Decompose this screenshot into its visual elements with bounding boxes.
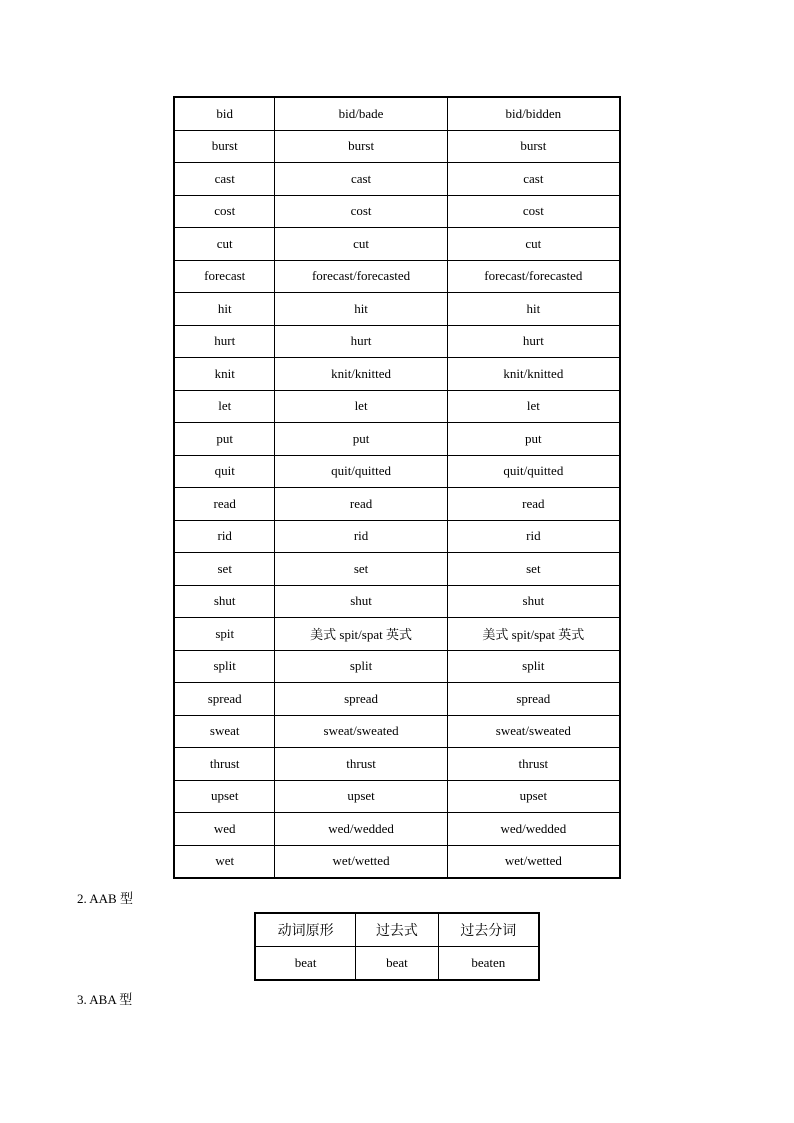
table-row [174, 228, 620, 261]
table-row [174, 650, 620, 683]
cell-base-form: let [174, 390, 275, 423]
cell-base-form: split [174, 650, 275, 683]
cell-past-participle: hurt [447, 325, 620, 358]
table-row [174, 163, 620, 196]
table-row [174, 325, 620, 358]
cell-base-form: put [174, 423, 275, 456]
section-heading-aba: 3. ABA 型 [77, 992, 133, 1007]
cell-past-participle: bid/bidden [447, 97, 620, 130]
cell-base-form: set [174, 553, 275, 586]
cell-past-participle: 美式 spit/spat 英式 [447, 618, 620, 651]
cell-past-participle: wet/wetted [447, 845, 620, 878]
cell-past-tense: forecast/forecasted [275, 260, 447, 293]
cell-base-form: cut [174, 228, 275, 261]
cell-base-form: wet [174, 845, 275, 878]
cell-past-participle: rid [447, 520, 620, 553]
cell-base-form: thrust [174, 748, 275, 781]
cell-past-participle: shut [447, 585, 620, 618]
cell-base-form: burst [174, 130, 275, 163]
table-row [174, 553, 620, 586]
cell-past-tense: read [275, 488, 447, 521]
cell-past-participle: wed/wedded [447, 813, 620, 846]
table-row [174, 390, 620, 423]
cell-past-participle: upset [447, 780, 620, 813]
cell-past-tense: let [275, 390, 447, 423]
cell-past-tense: set [275, 553, 447, 586]
cell-past-tense: cast [275, 163, 447, 196]
cell-past-tense: 美式 spit/spat 英式 [275, 618, 447, 651]
table-row [174, 585, 620, 618]
table-row [174, 780, 620, 813]
cell-past-participle: put [447, 423, 620, 456]
cell-past-participle: burst [447, 130, 620, 163]
cell-past-tense: put [275, 423, 447, 456]
cell-past-participle: cost [447, 195, 620, 228]
table-row [174, 748, 620, 781]
cell-base-form: hurt [174, 325, 275, 358]
cell-base-form: forecast [174, 260, 275, 293]
cell-base-form: cost [174, 195, 275, 228]
cell-past-participle: hit [447, 293, 620, 326]
cell-past-tense: spread [275, 683, 447, 716]
cell-past-participle: quit/quitted [447, 455, 620, 488]
cell-base-form: sweat [174, 715, 275, 748]
cell-past-participle: beaten [438, 947, 539, 981]
cell-past-tense: wed/wedded [275, 813, 447, 846]
cell-past-participle: let [447, 390, 620, 423]
table-row [174, 618, 620, 651]
cell-base-form: knit [174, 358, 275, 391]
cell-past-participle: knit/knitted [447, 358, 620, 391]
table-row [174, 97, 620, 130]
table-row [174, 130, 620, 163]
cell-past-tense: thrust [275, 748, 447, 781]
cell-base-form: bid [174, 97, 275, 130]
cell-base-form: upset [174, 780, 275, 813]
cell-past-tense: wet/wetted [275, 845, 447, 878]
cell-base-form: cast [174, 163, 275, 196]
table-row [174, 520, 620, 553]
cell-past-participle: forecast/forecasted [447, 260, 620, 293]
cell-past-tense: cut [275, 228, 447, 261]
cell-past-participle: spread [447, 683, 620, 716]
table-row [174, 293, 620, 326]
cell-past-tense: bid/bade [275, 97, 447, 130]
cell-past-tense: sweat/sweated [275, 715, 447, 748]
cell-past-tense: shut [275, 585, 447, 618]
table-row [174, 845, 620, 878]
table-row [174, 358, 620, 391]
cell-past-tense: hit [275, 293, 447, 326]
cell-base-form: spread [174, 683, 275, 716]
header-past-participle: 过去分词 [438, 913, 539, 947]
cell-past-participle: cut [447, 228, 620, 261]
cell-past-participle: set [447, 553, 620, 586]
table-row [255, 947, 539, 981]
header-base-form: 动词原形 [255, 913, 356, 947]
table-row [174, 488, 620, 521]
cell-past-tense: upset [275, 780, 447, 813]
aab-verb-table [254, 912, 540, 981]
cell-base-form: beat [255, 947, 356, 981]
aaa-verb-table-body [174, 97, 620, 878]
aaa-verb-table [173, 96, 621, 879]
table-row [174, 423, 620, 456]
cell-past-tense: beat [356, 947, 438, 981]
cell-past-tense: rid [275, 520, 447, 553]
table-row [174, 683, 620, 716]
cell-base-form: hit [174, 293, 275, 326]
cell-past-tense: hurt [275, 325, 447, 358]
cell-past-participle: thrust [447, 748, 620, 781]
cell-past-tense: split [275, 650, 447, 683]
table-row [174, 195, 620, 228]
cell-past-participle: split [447, 650, 620, 683]
cell-base-form: rid [174, 520, 275, 553]
table-row [174, 455, 620, 488]
table-row [174, 260, 620, 293]
cell-past-participle: sweat/sweated [447, 715, 620, 748]
cell-past-tense: burst [275, 130, 447, 163]
table-header-row [255, 913, 539, 947]
cell-base-form: shut [174, 585, 275, 618]
cell-past-tense: knit/knitted [275, 358, 447, 391]
cell-past-tense: cost [275, 195, 447, 228]
cell-base-form: read [174, 488, 275, 521]
table-row [174, 715, 620, 748]
cell-base-form: spit [174, 618, 275, 651]
header-past-tense: 过去式 [356, 913, 438, 947]
cell-base-form: quit [174, 455, 275, 488]
table-row [174, 813, 620, 846]
cell-past-participle: read [447, 488, 620, 521]
cell-past-participle: cast [447, 163, 620, 196]
section-heading-aab: 2. AAB 型 [77, 891, 133, 906]
cell-past-tense: quit/quitted [275, 455, 447, 488]
cell-base-form: wed [174, 813, 275, 846]
